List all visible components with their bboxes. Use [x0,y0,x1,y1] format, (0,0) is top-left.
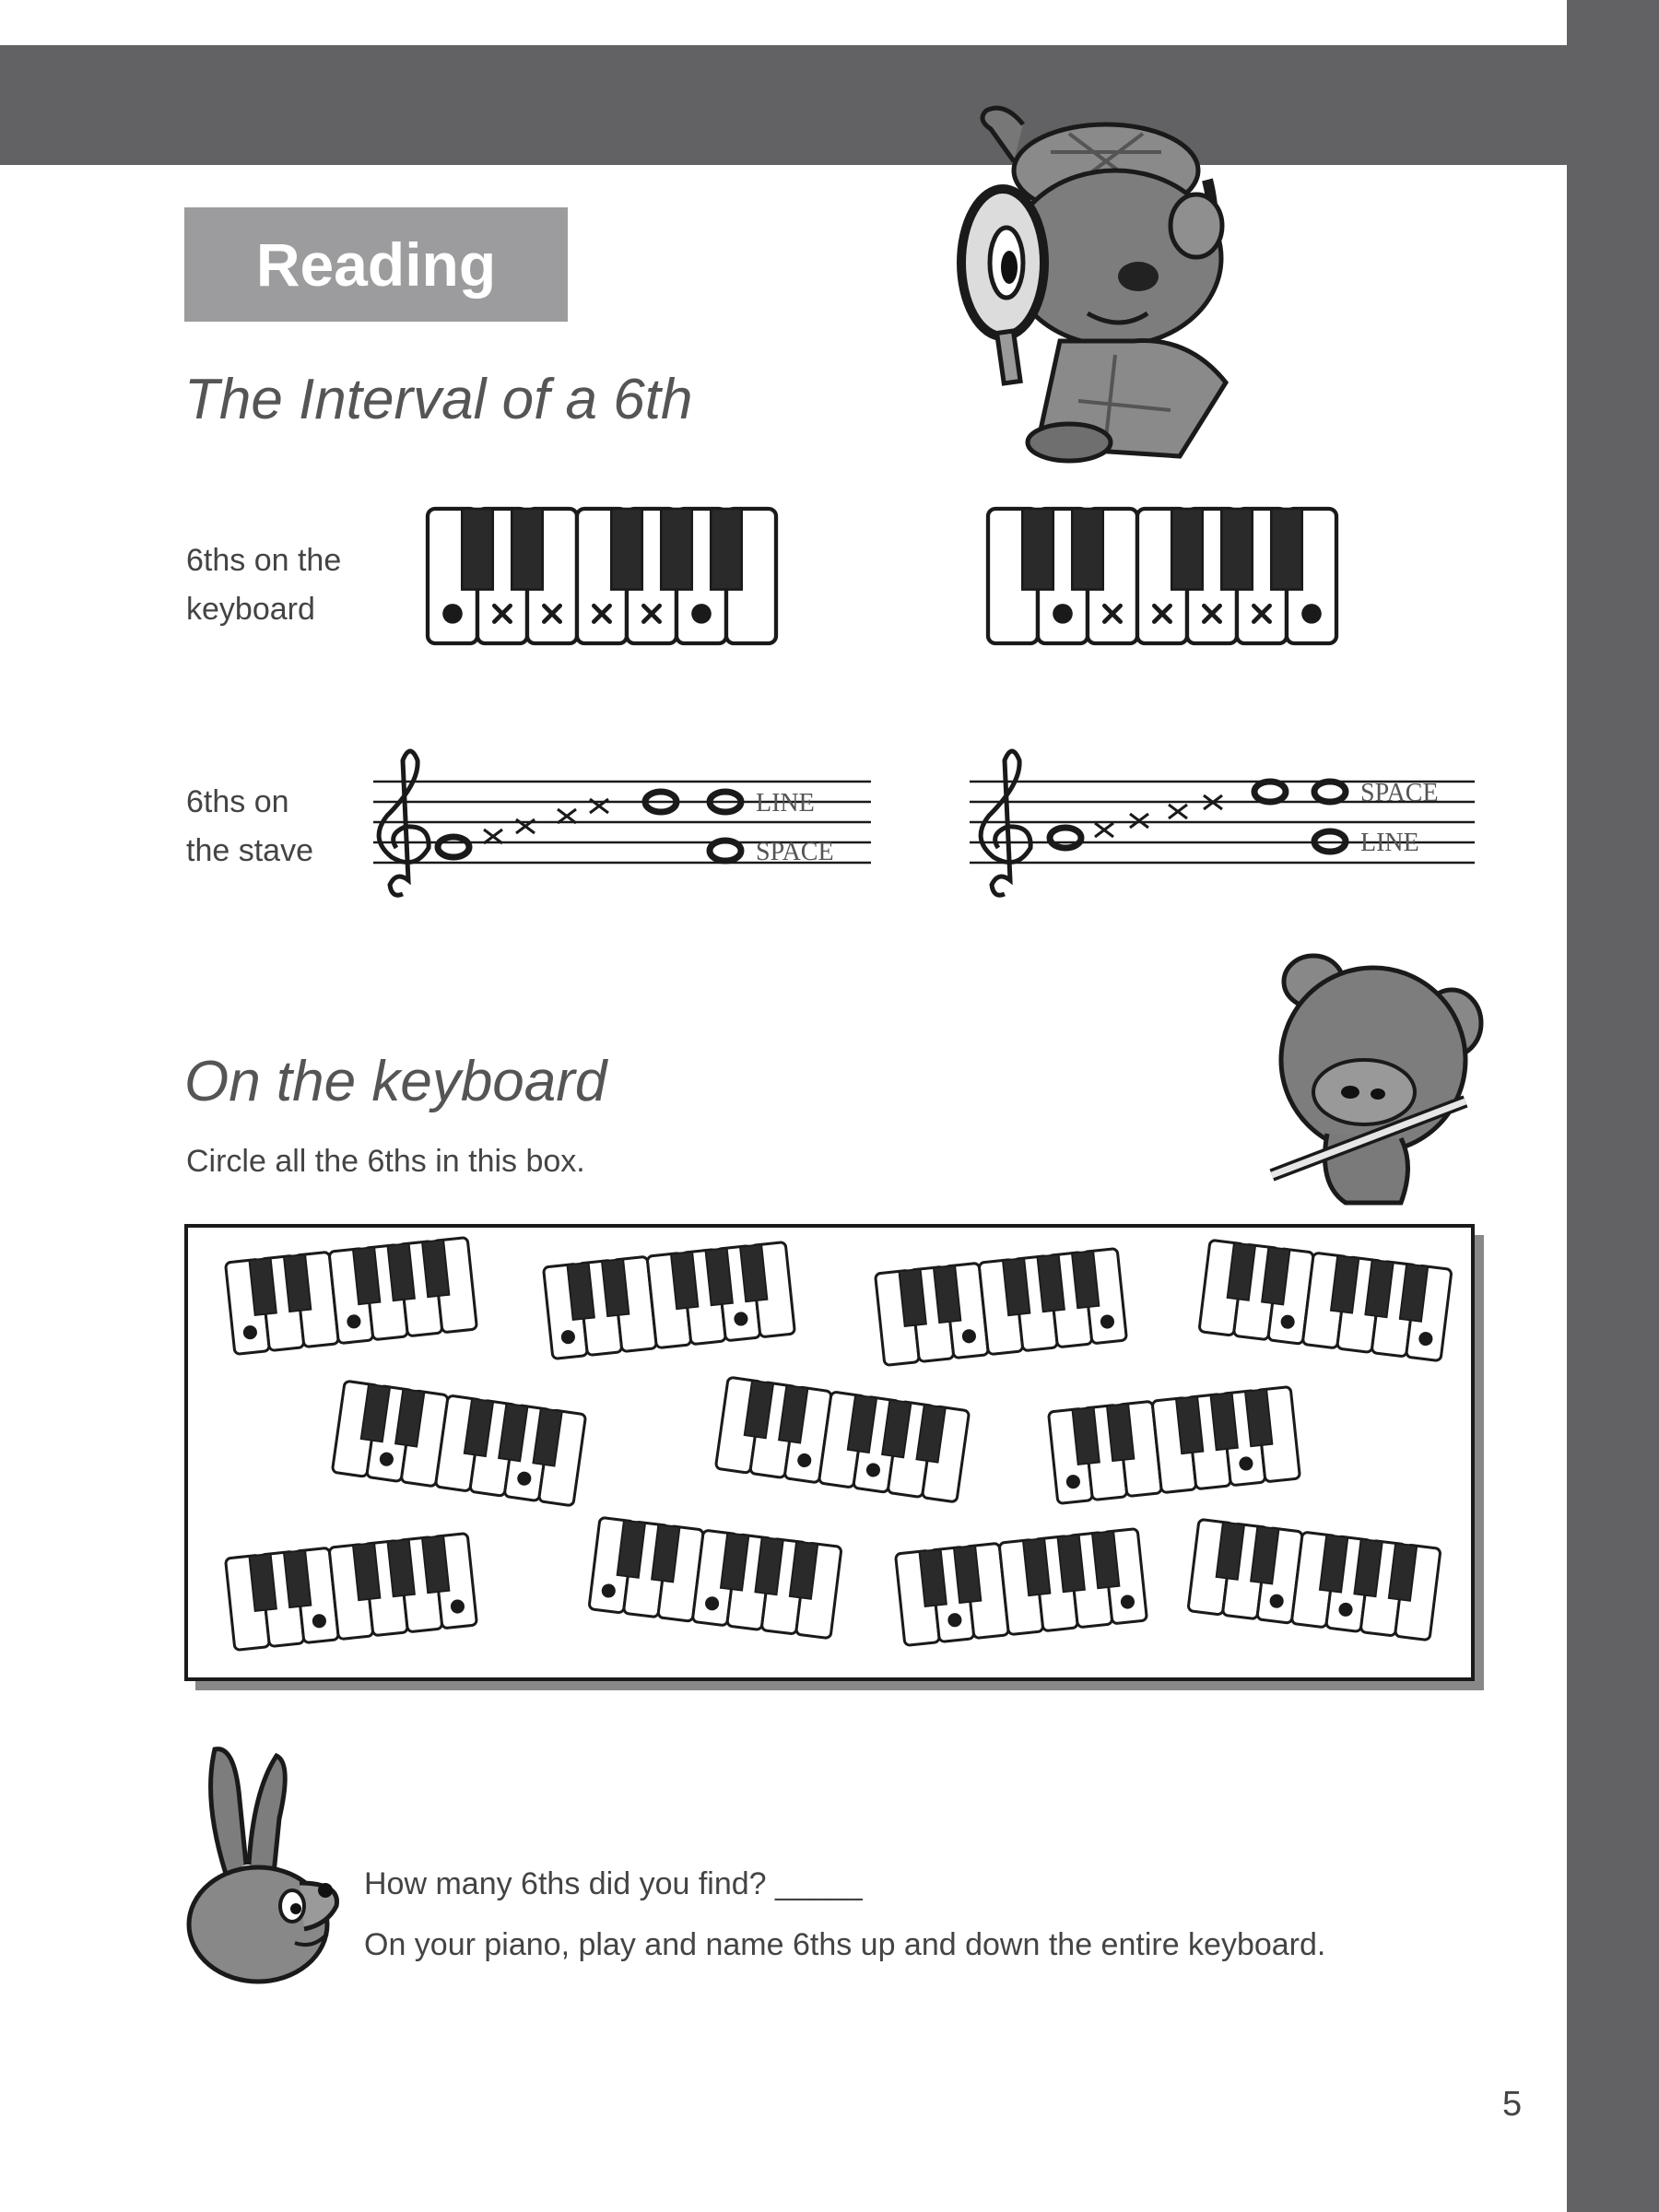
black-key [711,509,741,590]
whole-note [438,837,469,857]
whole-note [710,841,741,861]
interval-heading: The Interval of a 6th [184,368,693,431]
black-key [899,1269,926,1326]
black-key [1022,509,1053,590]
header-band [0,45,1567,165]
black-key [1023,1538,1051,1595]
stave-example-1 [364,742,880,903]
bear-with-pencil-illustration [1253,954,1493,1212]
black-key [422,1535,450,1593]
black-key [661,509,691,590]
black-key [1072,1407,1100,1465]
black-key [1210,1393,1238,1450]
detective-bear-illustration [949,97,1281,465]
black-key [387,1243,415,1300]
black-key [284,1550,312,1607]
keyboard-example-2 [984,505,1340,647]
black-key [1245,1389,1273,1446]
stave-note-label: LINE [756,789,815,818]
answer-blank[interactable]: _____ [775,1866,863,1901]
page-number: 5 [1502,2085,1523,2124]
black-key [602,1259,629,1316]
black-key [1037,1254,1065,1312]
black-key [611,509,641,590]
black-key [249,1554,276,1611]
side-band [1567,0,1659,2212]
black-key [919,1549,947,1606]
rabbit-illustration [189,1745,346,1994]
black-key [934,1265,961,1323]
black-key [1171,509,1202,590]
stave-example-2 [966,742,1482,903]
on-keyboard-heading: On the keyboard [184,1050,607,1113]
note-dot [1301,604,1322,624]
count-question: How many 6ths did you find? _____ [364,1866,863,1901]
black-key [387,1539,415,1596]
black-key [353,1247,381,1304]
black-key [512,509,542,590]
black-key [422,1240,450,1297]
note-dot [1053,604,1073,624]
section-label: Reading [184,207,568,322]
black-key [1092,1531,1120,1588]
black-key [353,1543,381,1600]
black-key [954,1546,982,1603]
keyboard-example-1 [424,505,780,647]
black-key [1057,1535,1085,1592]
stave-note-label: SPACE [1360,779,1439,807]
stave-note-label: SPACE [756,838,834,866]
whole-note [1050,828,1081,848]
exercise-instruction: Circle all the 6ths in this box. [186,1144,585,1179]
note-dot [442,604,463,624]
keyboard-examples-label: 6ths on the keyboard [186,543,342,627]
black-key [705,1248,733,1305]
black-key [567,1263,594,1320]
black-key [462,509,492,590]
practice-instruction: On your piano, play and name 6ths up and down the entire keyboard. [364,1927,1326,1962]
black-key [1271,509,1301,590]
whole-note [1314,782,1346,802]
black-key [284,1254,312,1312]
black-key [1176,1396,1204,1453]
black-key [671,1252,699,1309]
black-key [1221,509,1252,590]
black-key [249,1258,276,1315]
black-key [1072,1251,1100,1308]
whole-note [1254,782,1286,802]
stave-note-label: LINE [1360,829,1419,857]
black-key [740,1244,768,1301]
note-dot [691,604,712,624]
stave-examples-label: 6ths on the stave [186,784,313,868]
black-key [1107,1404,1135,1461]
black-key [1072,509,1102,590]
black-key [1003,1258,1030,1315]
